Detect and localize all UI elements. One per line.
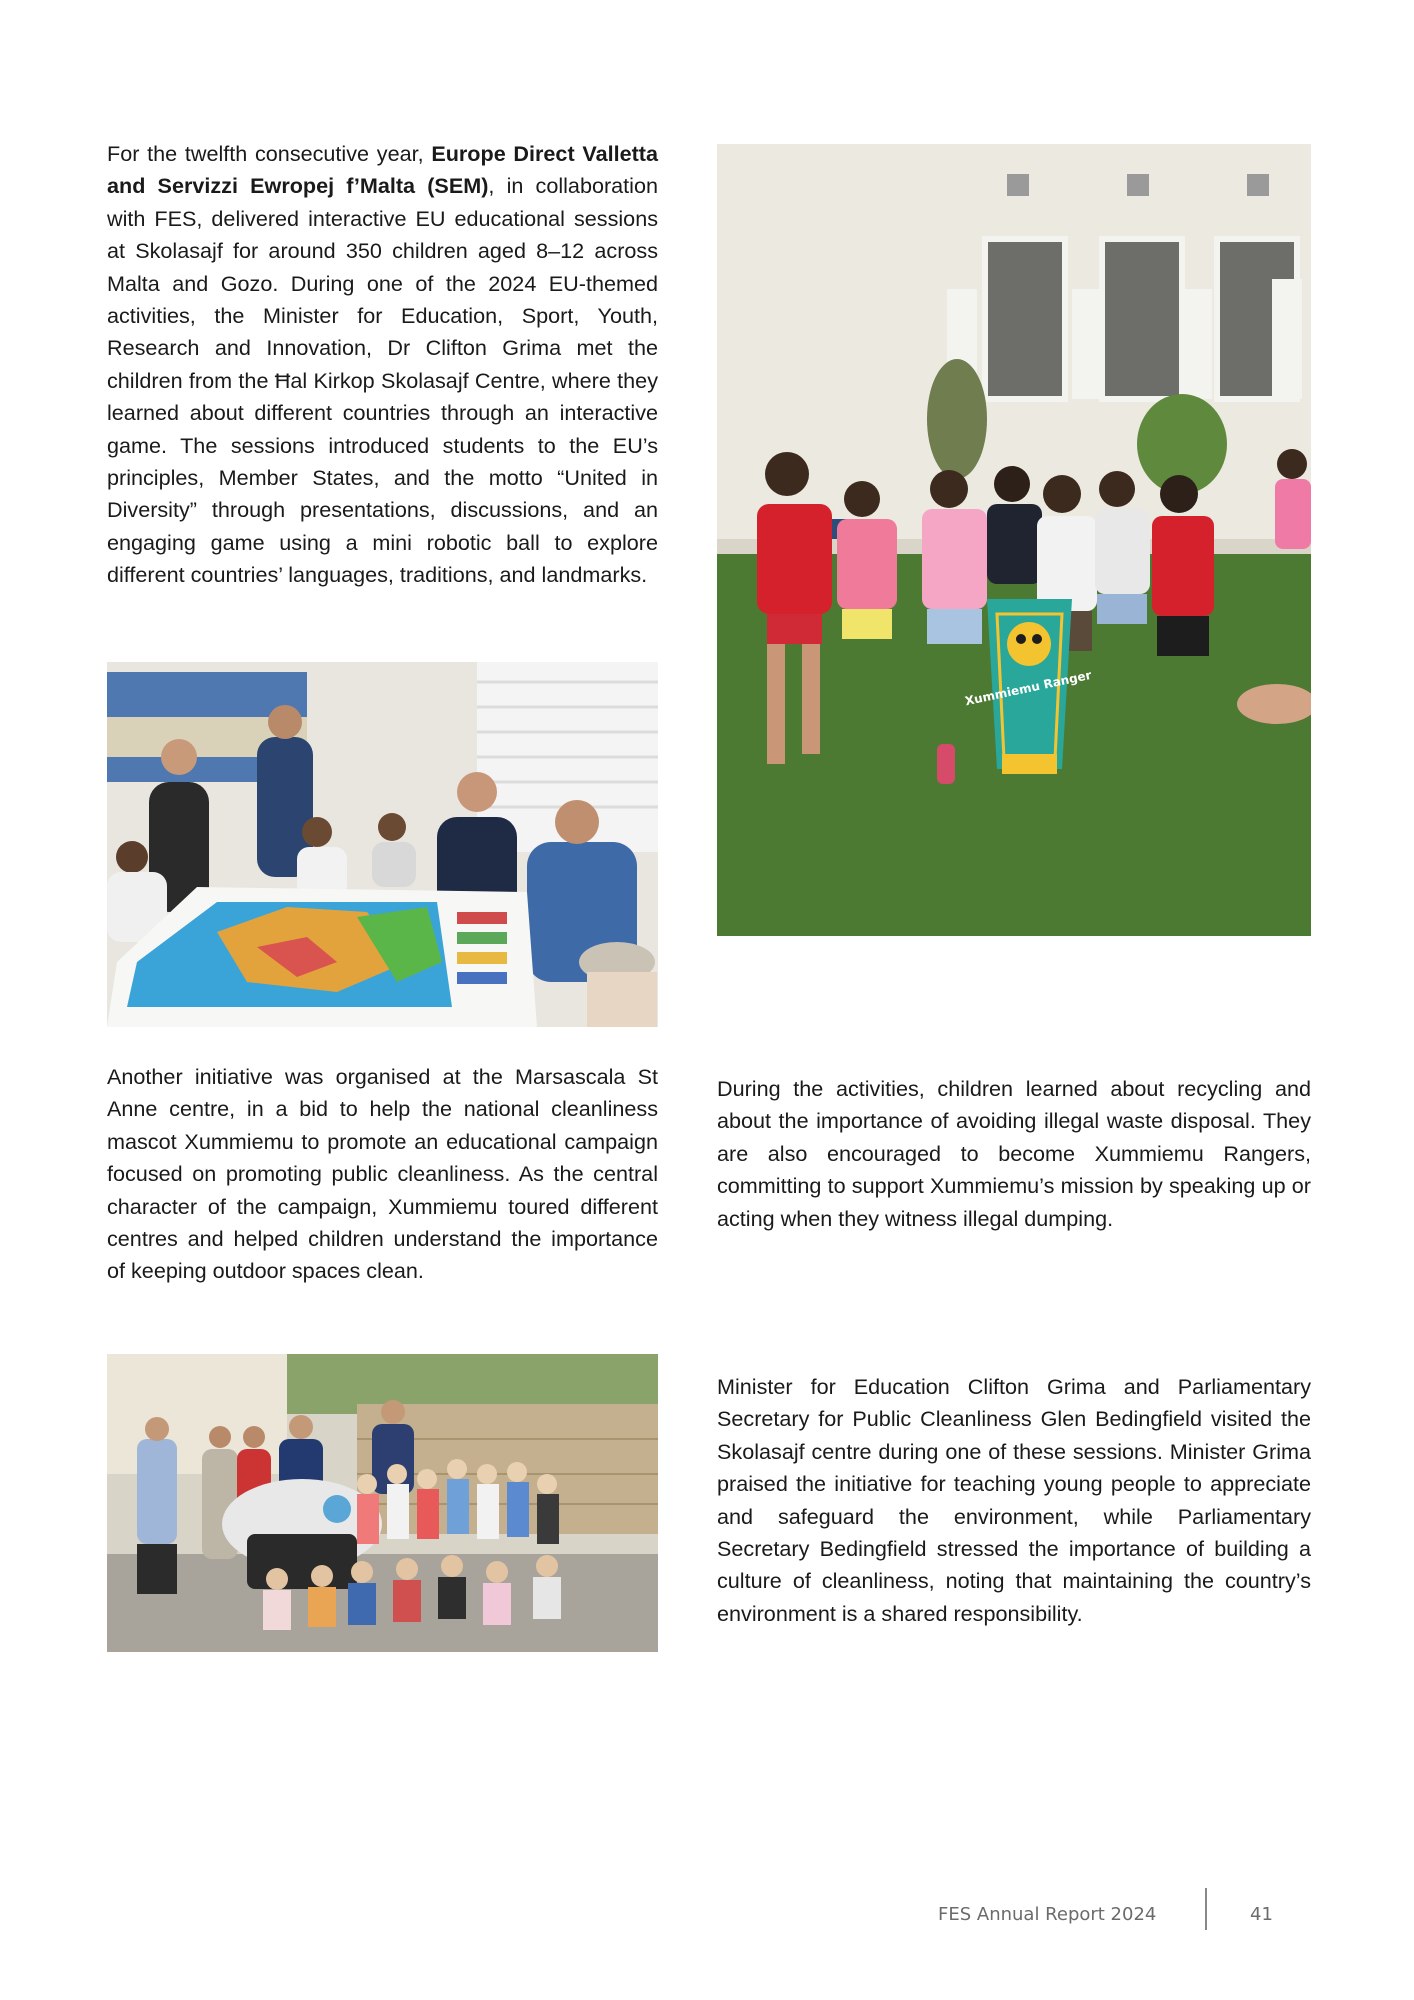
intro-text-bold: Europe Direct Valletta and Servizzi Ewropej f’Malta (SEM) — [107, 141, 658, 199]
footer-report-title: FES Annual Report 2024 — [938, 1903, 1157, 1925]
page-number: 41 — [1250, 1903, 1273, 1925]
intro-text-post: , in collaboration with FES, delivered interactive EU educational sessions at Skolasajf for around 350 children aged 8–12 across Malta and Gozo. During one of the 2024 EU-themed activities, the Minister for Education, Sport, Youth, Research and Innovation, Dr Clifton Grima met the children from the Ħal Kirkop Skolasajf Centre, where they learned about different countries through an interactive game. The sessions introduced students to the EU’s principles, Member States, and the motto “United in Diversity” through presentations, discussions, and an engaging game using a mini robotic ball to explore different countries’ languages, traditions, and landmarks. — [107, 173, 658, 588]
photo-europe-map-game — [107, 662, 658, 1027]
photo-xummiemu-rangers — [717, 144, 1311, 936]
marsascala-paragraph: Another initiative was organised at the Marsascala St Anne centre, in a bid to help the national cleanliness mascot Xummiemu to promote an educational campaign focused on promoting public cleanliness. As the central character of the campaign, Xummiemu toured different centres and helped children understand the importance of keeping outdoor spaces clean. — [107, 1064, 658, 1284]
minister-visit-paragraph: Minister for Education Clifton Grima and Parliamentary Secretary for Public Cleanliness Glen Bedingfield visited the Skolasajf centre during one of these sessions. Minister Grima praised the initiative for teaching young people to appreciate and safeguard the environment, while Parliamentary Secretary Bedingfield stressed the importance of building a culture of cleanliness, noting that maintaining the country’s environment is a shared responsibility. — [717, 1374, 1311, 1626]
recycling-paragraph: During the activities, children learned about recycling and about the importance of avoiding illegal waste disposal. They are also encouraged to become Xummiemu Rangers, committing to support Xummiemu’s mission by speaking up or acting when they witness illegal dumping. — [717, 1076, 1311, 1231]
mascot-sign-text: Xummiemu Ranger — [963, 667, 1093, 709]
intro-paragraph — [107, 138, 658, 592]
photo-mascot-group — [107, 1354, 658, 1652]
footer-divider — [1205, 1888, 1207, 1930]
intro-text-pre: For the twelfth consecutive year, — [107, 141, 432, 166]
